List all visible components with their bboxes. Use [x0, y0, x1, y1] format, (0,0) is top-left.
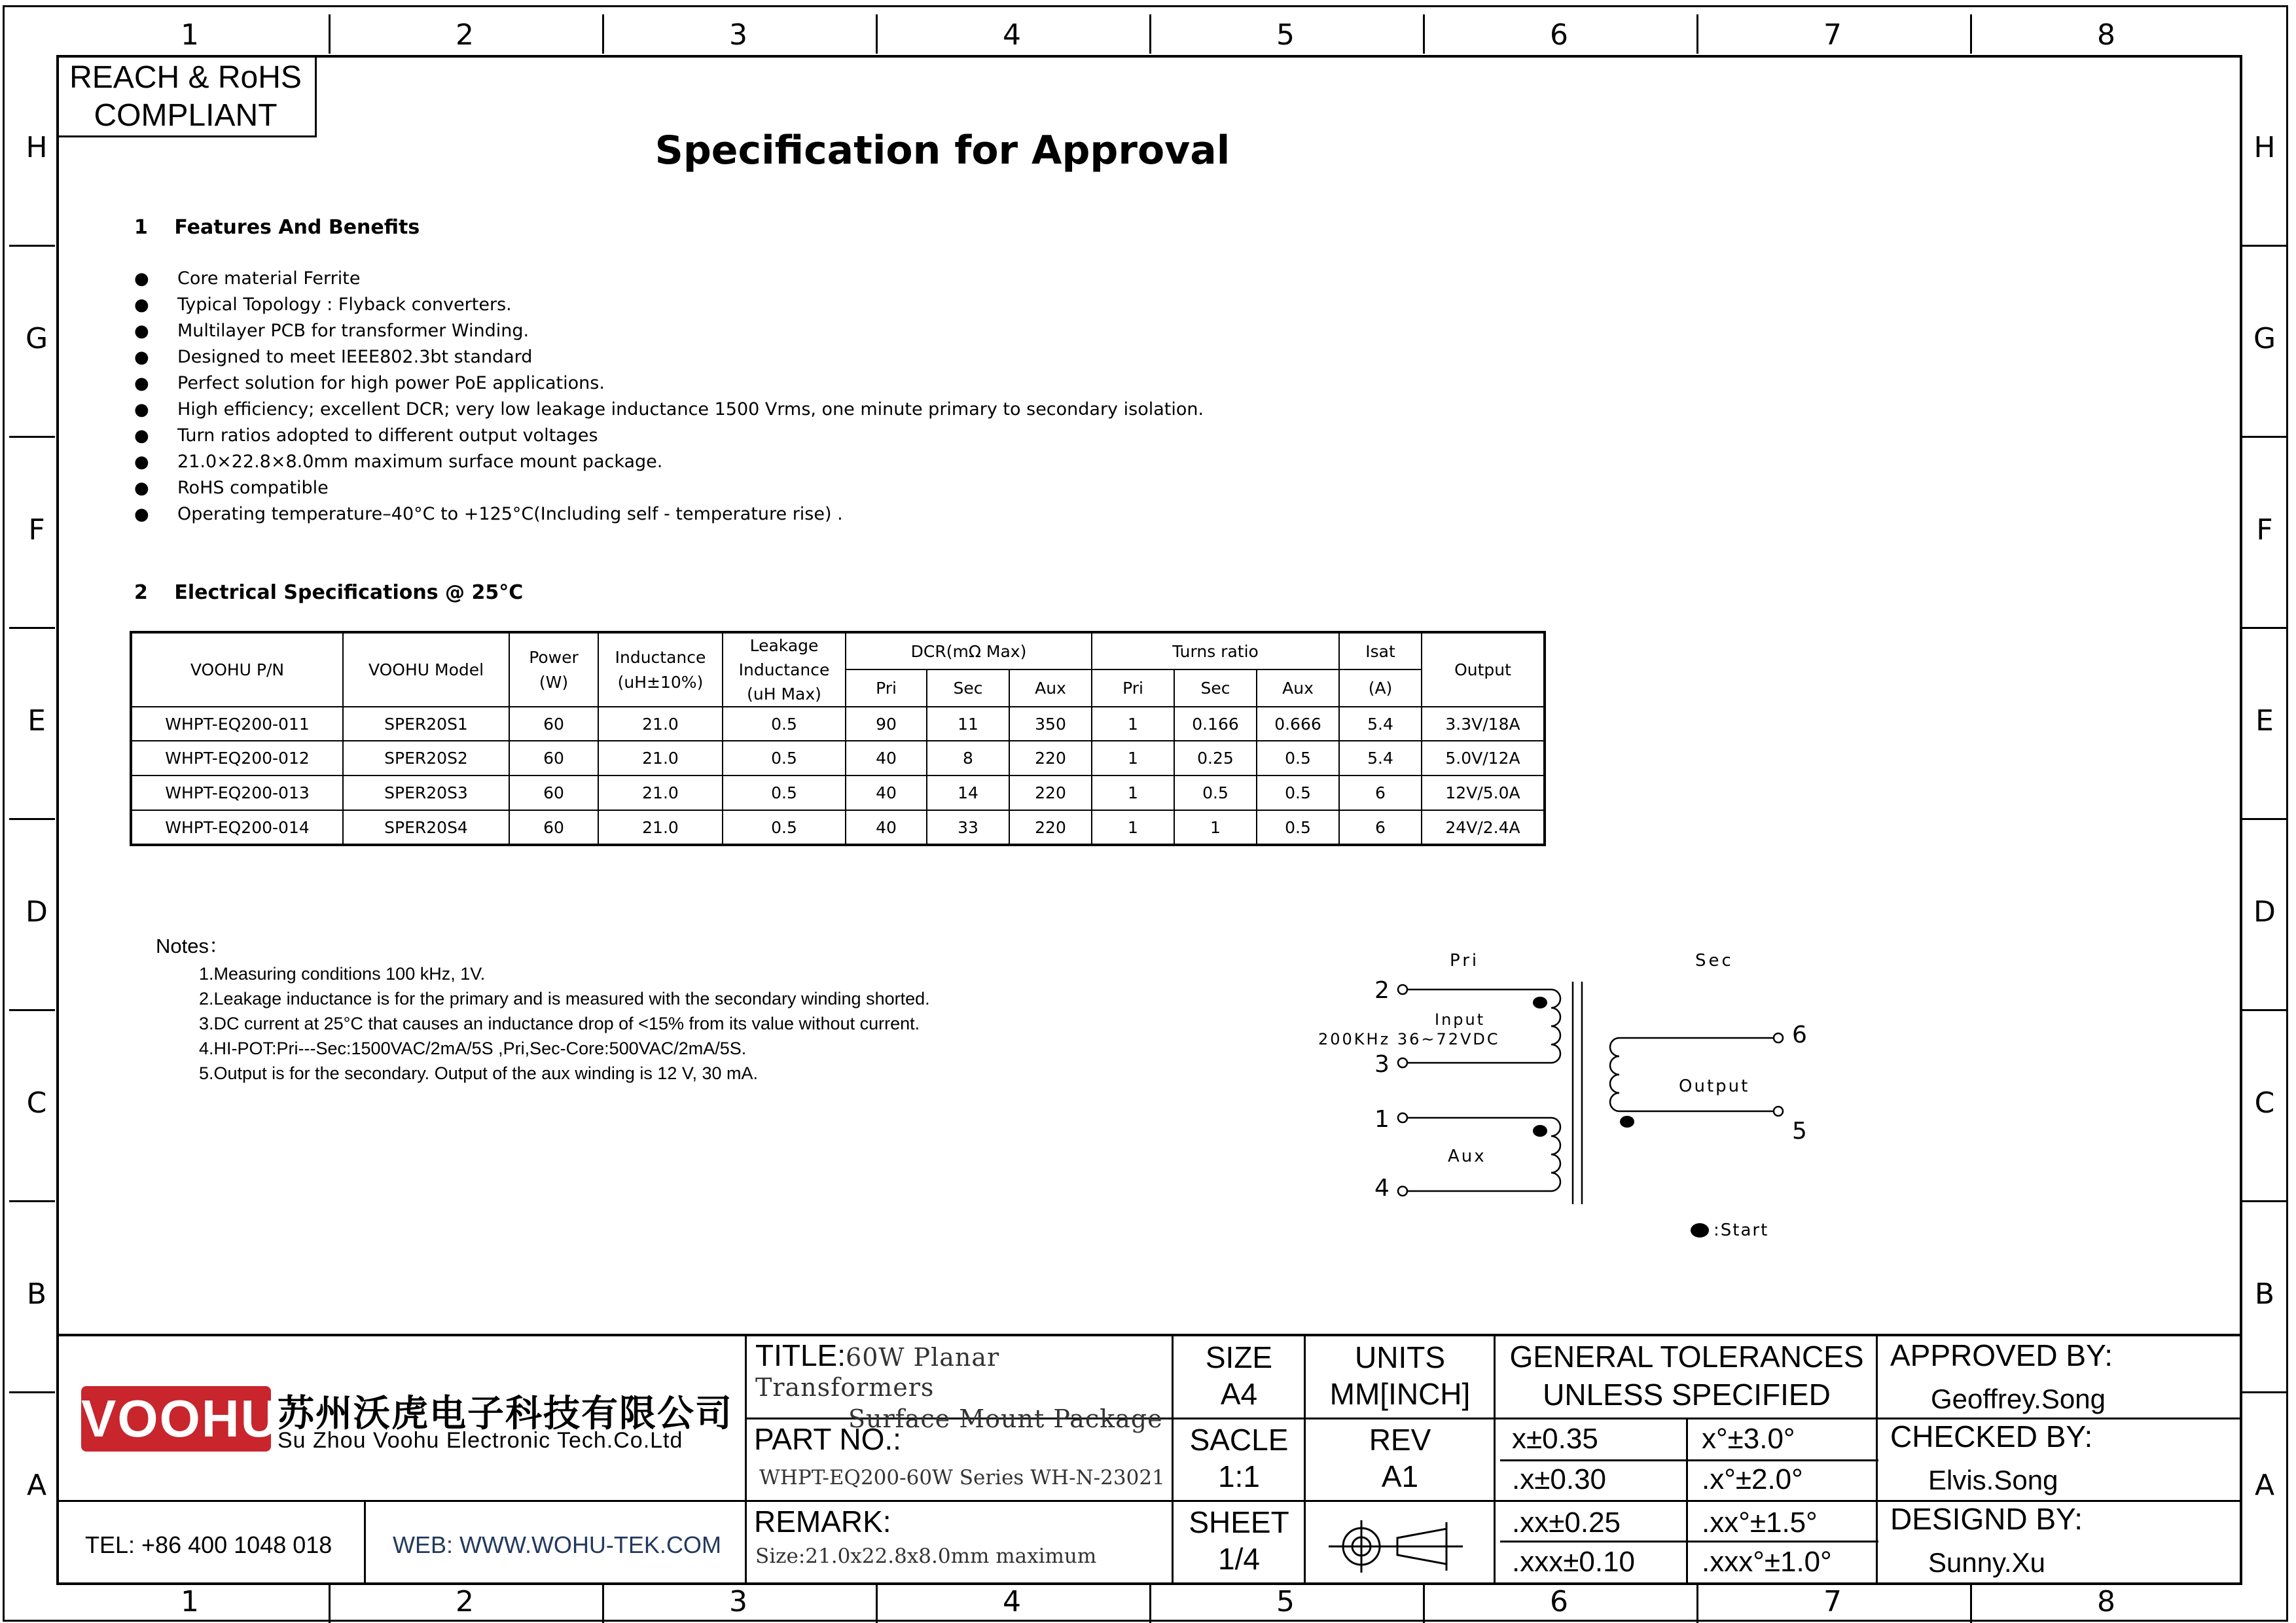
badge-line-1: REACH & RoHS [69, 60, 302, 95]
bullet-icon: ● [134, 269, 149, 289]
zone-row-c: C [26, 1086, 47, 1120]
header-power: Power (W) [509, 632, 598, 707]
zone-col-4-bottom: 4 [1003, 1585, 1021, 1618]
tolerance-angular-0: x°±3.0° [1702, 1423, 1795, 1455]
features-heading-text: Features And Benefits [174, 216, 420, 239]
transformer-schematic [1302, 942, 1839, 1243]
header-leakage: Leakage Inductance (uH Max) [723, 632, 846, 707]
units-value: MM[INCH] [1329, 1377, 1471, 1411]
company-logo [81, 1386, 280, 1452]
pin-6: 6 [1792, 1022, 1807, 1048]
zone-col-1-bottom: 1 [181, 1585, 199, 1618]
scale-cell [1174, 1421, 1304, 1495]
remark-label: REMARK: [754, 1505, 891, 1539]
pin-5: 5 [1792, 1118, 1807, 1145]
approved-name: Geoffrey.Song [1931, 1383, 2106, 1414]
tolerance-linear-1: .x±0.30 [1512, 1463, 1607, 1495]
label-aux: Aux [1448, 1147, 1486, 1166]
note-item: 1.Measuring conditions 100 kHz, 1V. [199, 964, 486, 984]
company-name-cn: 苏州沃虎电子科技有限公司 [278, 1393, 733, 1435]
zone-col-5: 5 [1276, 18, 1295, 52]
zone-row-g: G [25, 322, 48, 355]
list-item: ● RoHS compatible [134, 475, 1204, 501]
list-item: ● Turn ratios adopted to different output voltages [134, 423, 1204, 449]
rev-value: A1 [1381, 1459, 1419, 1493]
pin-4: 4 [1374, 1175, 1390, 1202]
designed-label: DESIGND BY: [1890, 1502, 2083, 1536]
features-heading-number: 1 [134, 216, 148, 239]
bullet-icon: ● [134, 478, 149, 498]
features-heading [134, 216, 420, 239]
start-legend-icon [1691, 1223, 1709, 1238]
zone-row-a-right: A [2254, 1469, 2275, 1502]
bullet-icon: ● [134, 400, 149, 419]
list-item: ● Operating temperature–40°C to +125°C(Including self - temperature rise) . [134, 501, 1204, 527]
note-item: 4.HI-POT:Pri---Sec:1500VAC/2mA/5S ,Pri,Sec-Core:500VAC/2mA/5S. [199, 1039, 747, 1058]
rev-label: REV [1369, 1423, 1431, 1457]
zone-row-e-right: E [2255, 704, 2274, 738]
zone-col-2-bottom: 2 [456, 1585, 474, 1618]
table-row: WHPT-EQ200-012 SPER20S2 60 21.0 0.5 40 8 220 1 0.25 0.5 5.4 5.0V/12A [131, 741, 1545, 776]
header-dcr-aux: Aux [1009, 669, 1092, 707]
label-start: :Start [1713, 1221, 1769, 1240]
note-item: 3.DC current at 25°C that causes an inductance drop of <15% from its value without current. [199, 1014, 920, 1033]
note-item: 5.Output is for the secondary. Output of the aux winding is 12 V, 30 mA. [199, 1063, 758, 1083]
header-dcr-sec: Sec [927, 669, 1009, 707]
header-turns-pri: Pri [1092, 669, 1174, 707]
table-row: WHPT-EQ200-011 SPER20S1 60 21.0 0.5 90 11 350 1 0.166 0.666 5.4 3.3V/18A [131, 707, 1545, 741]
list-item: ● Multilayer PCB for transformer Winding. [134, 318, 1204, 344]
zone-col-2: 2 [456, 18, 474, 52]
label-sec: Sec [1695, 951, 1734, 971]
zone-row-h: H [26, 131, 48, 164]
label-input: Input [1435, 1010, 1486, 1029]
start-dot-icon [1533, 1125, 1547, 1137]
designed-name: Sunny.Xu [1928, 1547, 2046, 1578]
sheet-value: 1/4 [1218, 1542, 1260, 1576]
page-title: Specification for Approval [655, 128, 1230, 173]
header-output: Output [1422, 632, 1545, 707]
electrical-heading-text: Electrical Specifications @ 25°C [174, 581, 524, 604]
pin-1: 1 [1374, 1106, 1390, 1133]
list-item: ● Typical Topology : Flyback converters. [134, 292, 1204, 318]
tolerance-heading-line-2: UNLESS SPECIFIED [1543, 1378, 1831, 1412]
features-list [134, 266, 1204, 527]
scale-label: SACLE [1189, 1423, 1289, 1457]
zone-row-f: F [28, 513, 45, 546]
zone-row-h-right: H [2253, 131, 2276, 164]
company-logo-text: VOOHU [81, 1389, 280, 1448]
pin-3: 3 [1374, 1051, 1390, 1078]
note-item: 2.Leakage inductance is for the primary and is measured with the secondary winding shorted. [199, 989, 930, 1008]
bullet-icon: ● [134, 505, 149, 524]
list-item: ● Core material Ferrite [134, 266, 1204, 292]
zone-col-3-bottom: 3 [729, 1585, 747, 1618]
title-line-2: Surface Mount Package [848, 1404, 1163, 1433]
title-line-1: 60W Planar Transformers [755, 1343, 1000, 1402]
compliance-badge [56, 55, 317, 137]
tolerance-linear-3: .xxx±0.10 [1512, 1546, 1636, 1578]
projection-symbol-icon [1316, 1517, 1473, 1576]
tolerance-linear-0: x±0.35 [1512, 1423, 1598, 1455]
list-item: ● Designed to meet IEEE802.3bt standard [134, 344, 1204, 370]
header-inductance: Inductance (uH±10%) [598, 632, 723, 707]
header-isat: Isat [1339, 632, 1422, 669]
header-dcr: DCR(mΩ Max) [846, 632, 1092, 669]
notes-title: Notes： [156, 935, 229, 957]
bullet-icon: ● [134, 295, 149, 315]
header-model: VOOHU Model [343, 632, 509, 707]
title-cell [755, 1338, 1168, 1433]
zone-row-c-right: C [2254, 1086, 2275, 1120]
remark-value: Size:21.0x22.8x8.0mm maximum [755, 1544, 1097, 1568]
label-pri: Pri [1450, 951, 1480, 971]
units-label: UNITS [1355, 1340, 1445, 1374]
title-label: TITLE: [755, 1338, 846, 1372]
header-dcr-pri: Pri [846, 669, 927, 707]
checked-label: CHECKED BY: [1890, 1419, 2093, 1454]
zone-col-5-bottom: 5 [1276, 1585, 1295, 1618]
bullet-icon: ● [134, 321, 149, 341]
approved-label: APPROVED BY: [1890, 1338, 2113, 1372]
checked-name: Elvis.Song [1928, 1465, 2058, 1495]
header-turns-aux: Aux [1257, 669, 1339, 707]
size-label: SIZE [1205, 1340, 1273, 1374]
sheet-cell [1174, 1504, 1304, 1577]
zone-col-1: 1 [181, 18, 199, 52]
start-dot-icon [1533, 997, 1547, 1008]
size-value: A4 [1220, 1377, 1258, 1411]
electrical-spec-table [130, 631, 1546, 846]
tolerance-angular-2: .xx°±1.5° [1702, 1507, 1818, 1539]
start-dot-icon [1620, 1116, 1634, 1128]
table-row: WHPT-EQ200-013 SPER20S3 60 21.0 0.5 40 14 220 1 0.5 0.5 6 12V/5.0A [131, 776, 1545, 810]
partno-label: PART NO.: [754, 1422, 901, 1456]
tolerance-linear-2: .xx±0.25 [1512, 1507, 1621, 1539]
electrical-heading-number: 2 [134, 581, 148, 604]
label-input-spec: 200KHz 36~72VDC [1318, 1030, 1500, 1048]
badge-line-2: COMPLIANT [94, 98, 278, 133]
bullet-icon: ● [134, 348, 149, 367]
zone-row-d-right: D [2253, 895, 2276, 929]
zone-col-8-bottom: 8 [2097, 1585, 2115, 1618]
header-turns-sec: Sec [1174, 669, 1257, 707]
label-output: Output [1679, 1077, 1750, 1096]
company-name-en: Su Zhou Voohu Electronic Tech.Co.Ltd [278, 1428, 683, 1453]
tolerance-angular-3: .xxx°±1.0° [1702, 1546, 1832, 1578]
zone-row-b: B [26, 1277, 47, 1311]
zone-row-f-right: F [2256, 513, 2273, 546]
units-cell [1306, 1339, 1494, 1412]
scale-value: 1:1 [1218, 1459, 1260, 1493]
zone-col-8: 8 [2097, 18, 2115, 52]
company-web[interactable]: WEB: WWW.WOHU-TEK.COM [393, 1531, 721, 1558]
header-pn: VOOHU P/N [131, 632, 343, 707]
bullet-icon: ● [134, 452, 149, 472]
bullet-icon: ● [134, 374, 149, 393]
electrical-heading [134, 581, 523, 604]
zone-col-7: 7 [1823, 18, 1842, 52]
notes-section [156, 929, 930, 1086]
zone-row-a: A [26, 1469, 47, 1502]
zone-row-b-right: B [2254, 1277, 2275, 1311]
zone-row-g-right: G [2253, 322, 2276, 355]
zone-col-3: 3 [729, 18, 747, 52]
bullet-icon: ● [134, 426, 149, 446]
zone-row-d: D [26, 895, 48, 929]
tolerance-angular-1: .x°±2.0° [1702, 1463, 1803, 1495]
list-item: ● Perfect solution for high power PoE applications. [134, 370, 1204, 397]
header-isat-unit: (A) [1339, 669, 1422, 707]
partno-value: WHPT-EQ200-60W Series WH-N-23021 [759, 1466, 1165, 1489]
size-cell [1174, 1339, 1304, 1412]
sheet-label: SHEET [1189, 1505, 1289, 1539]
list-item: ● High efficiency; excellent DCR; very low leakage inductance 1500 Vrms, one minute primary to secondary isolation. [134, 397, 1204, 423]
list-item: ● 21.0×22.8×8.0mm maximum surface mount package. [134, 449, 1204, 475]
zone-col-7-bottom: 7 [1823, 1585, 1842, 1618]
tolerance-heading-line-1: GENERAL TOLERANCES [1509, 1340, 1864, 1374]
tolerance-heading [1496, 1338, 1877, 1414]
company-tel: TEL: +86 400 1048 018 [85, 1531, 332, 1558]
zone-col-4: 4 [1003, 18, 1021, 52]
zone-col-6: 6 [1550, 18, 1568, 52]
zone-col-6-bottom: 6 [1550, 1585, 1568, 1618]
rev-cell [1306, 1421, 1494, 1495]
pin-2: 2 [1374, 977, 1390, 1004]
table-row: WHPT-EQ200-014 SPER20S4 60 21.0 0.5 40 33 220 1 1 0.5 6 24V/2.4A [131, 810, 1545, 845]
header-turns: Turns ratio [1092, 632, 1339, 669]
zone-row-e: E [27, 704, 46, 738]
